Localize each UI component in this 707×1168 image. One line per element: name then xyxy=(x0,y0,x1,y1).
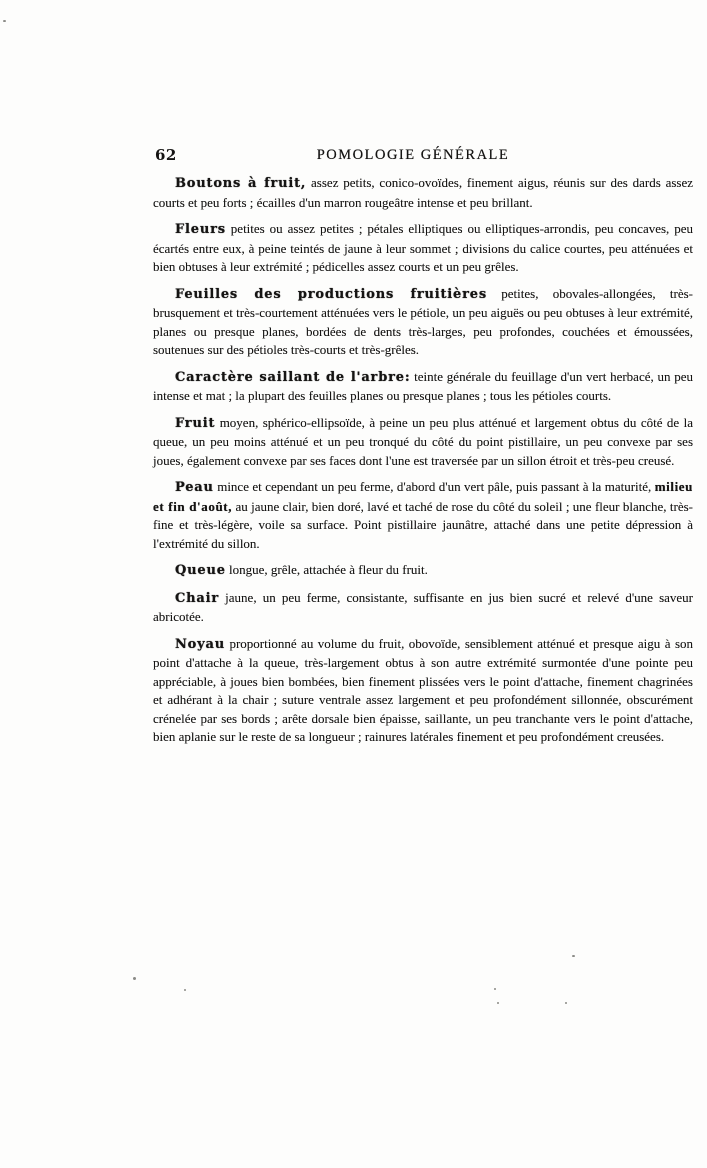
paragraph-text: moyen, sphérico-ellipsoïde, à peine un peu plus atténué et largement obtus du côté de la queue, un peu moins atténué et un peu tronqué du côté du point pistillaire, un peu convexe par ses joues, également convexe par ses faces dont l'une est traversée par un sillon étroit et très-peu creusé. xyxy=(153,414,694,468)
paragraph-text: proportionné au volume du fruit, obovoïde, sensiblement atténué et presque aigu à son point d'attache à la queue, très-largement obtus à son autre extrémité surmontée d'une pointe peu appréciable, à joues bien bombées, bien finement plissées vers le point d'attache, finement chagrinées et adhérant à la chair ; suture ventrale assez largement et peu profondément sillonnée, obscurément crénelée par ses bords ; arête dorsale bien épaisse, saillante, un peu tranchante vers le point d'attache, bien aplanie sur le reste de sa longueur ; rainures latérales finement et peu profondément creusées. xyxy=(153,635,694,744)
scan-speckle xyxy=(3,20,6,22)
paragraph-noyau xyxy=(153,635,693,747)
headword-noyau: Noyau xyxy=(175,636,225,652)
running-title: POMOLOGIE GÉNÉRALE xyxy=(316,147,510,163)
paragraph-text: petites ou assez petites ; pétales elliptiques ou elliptiques-arrondis, peu concaves, peu écartés entre eux, à peine teintés de jaune à leur sommet ; divisions du calice courtes, peu atténuées et bien obtuses à leur extrémité ; pédicelles assez courts et un peu grêles. xyxy=(153,221,693,274)
paragraph-fleurs xyxy=(153,220,693,277)
scan-speckle xyxy=(497,1002,499,1004)
page-number: 62 xyxy=(155,146,177,164)
scan-speckle xyxy=(184,989,186,991)
paragraph-queue xyxy=(153,561,693,581)
headword-fleurs: Fleurs xyxy=(175,222,226,237)
paragraph-chair xyxy=(153,589,693,627)
paragraph-text: teinte générale du feuillage d'un vert herbacé, un peu intense et mat ; la plupart des feuilles planes ou presque planes ; tous les pétioles courts. xyxy=(153,368,693,403)
paragraph-feuilles xyxy=(153,285,693,360)
headword-boutons-a-fruit: Boutons à fruit, xyxy=(175,176,307,191)
headword-peau: Peau xyxy=(175,480,214,495)
paragraph-text: au jaune clair, bien doré, lavé et taché de rose du côté du soleil ; une fleur blanche, très-fine et très-légère, voile sa surface. Point pistillaire jaunâtre, attaché dans une petite dépression à l'extrémité du sillon. xyxy=(153,498,694,551)
paragraph-boutons-a-fruit xyxy=(153,174,693,212)
headword-queue: Queue xyxy=(175,563,226,578)
paragraph-caractere-saillant xyxy=(153,368,693,406)
paragraph-text: petites, obovales-allongées, très-brusquement et très-courtement atténuées vers le pétiole, un peu aiguës ou peu obtuses à leur extrémité, planes ou presque planes, bordées de dents très-larges, peu profondes, couchées et émoussées, soutenues sur des pétioles très-courts et très-grêles. xyxy=(153,285,694,357)
paragraph-fruit xyxy=(153,414,693,471)
scan-speckle xyxy=(572,955,575,957)
page-body xyxy=(153,174,693,747)
headword-caractere-saillant: Caractère saillant de l'arbre: xyxy=(175,369,411,385)
paragraph-text: jaune, un peu ferme, consistante, suffisante en jus bien sucré et relevé d'une saveur abricotée. xyxy=(153,589,694,624)
emphasized-phrase-maturity: milieu et fin d'août, xyxy=(153,479,693,514)
running-head xyxy=(153,146,693,168)
headword-fruit: Fruit xyxy=(175,415,216,431)
scan-speckle xyxy=(565,1002,567,1004)
paragraph-peau xyxy=(153,478,693,553)
text-column xyxy=(153,146,693,755)
paragraph-text: mince et cependant un peu ferme, d'abord d'un vert pâle, puis passant à la maturité, xyxy=(217,479,652,494)
paragraph-text: longue, grêle, attachée à fleur du fruit. xyxy=(229,562,428,577)
scan-speckle xyxy=(494,988,496,990)
scan-speckle xyxy=(133,977,136,980)
headword-chair: Chair xyxy=(175,590,220,606)
paragraph-text: assez petits, conico-ovoïdes, finement aigus, réunis sur des dards assez courts et peu forts ; écailles d'un marron rougeâtre intense et peu brillant. xyxy=(153,175,693,210)
headword-feuilles: Feuilles des productions fruitières xyxy=(175,286,487,302)
